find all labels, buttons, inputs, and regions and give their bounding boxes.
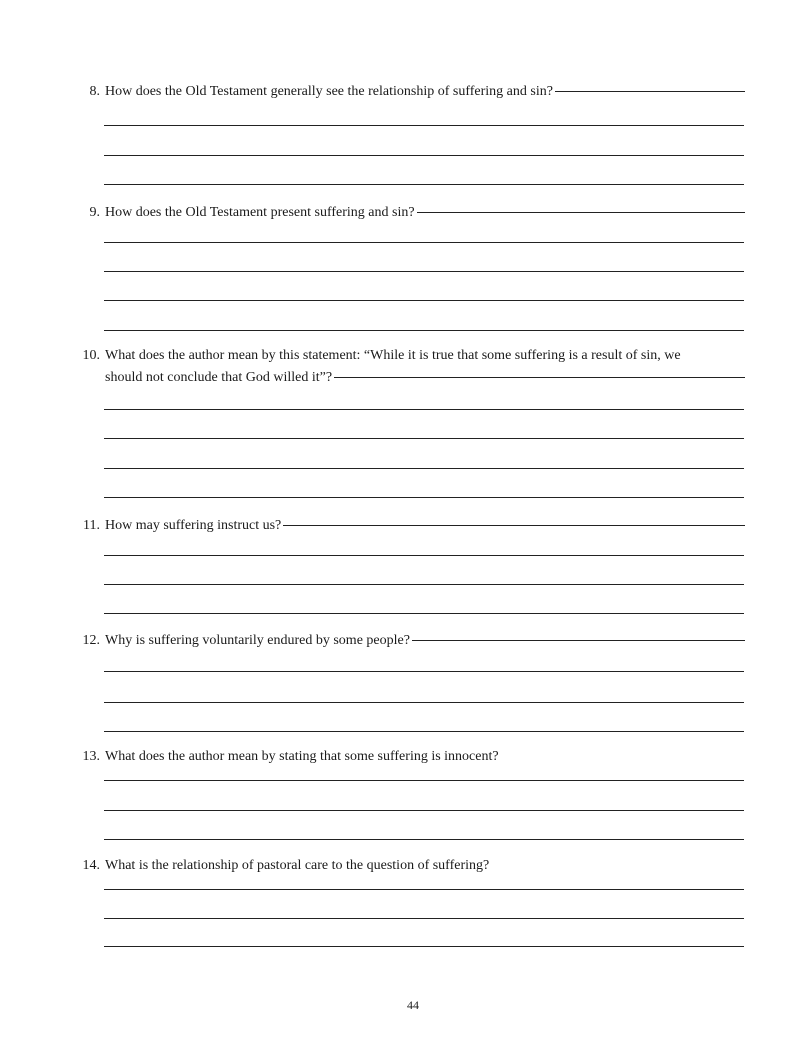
- answer-line[interactable]: [104, 946, 744, 947]
- question-number: 11.: [83, 518, 100, 533]
- answer-line[interactable]: [104, 780, 744, 781]
- answer-line[interactable]: [104, 839, 744, 840]
- answer-line[interactable]: [104, 242, 744, 243]
- answer-line[interactable]: [104, 438, 744, 439]
- answer-line[interactable]: [412, 640, 745, 641]
- answer-line[interactable]: [104, 409, 744, 410]
- question-text: What is the relationship of pastoral care to the question of suffering?: [105, 858, 490, 873]
- question-text: How does the Old Testament generally see the relationship of suffering and sin?: [105, 84, 553, 99]
- question-text-line2: should not conclude that God willed it”?: [105, 370, 333, 385]
- answer-line[interactable]: [104, 497, 744, 498]
- question-text: What does the author mean by stating that some suffering is innocent?: [105, 749, 499, 764]
- answer-line[interactable]: [334, 377, 745, 378]
- answer-line[interactable]: [104, 810, 744, 811]
- answer-line[interactable]: [104, 184, 744, 185]
- question-number: 14.: [82, 858, 100, 873]
- answer-line[interactable]: [104, 300, 744, 301]
- answer-line[interactable]: [104, 918, 744, 919]
- answer-line[interactable]: [104, 889, 744, 890]
- question-9: [70, 202, 745, 224]
- question-number: 9.: [89, 205, 100, 220]
- question-text: How may suffering instruct us?: [105, 518, 282, 533]
- question-text-line1: What does the author mean by this statement: “While it is true that some suffering is a result of sin, we: [105, 348, 681, 363]
- answer-line[interactable]: [104, 271, 744, 272]
- answer-line[interactable]: [104, 584, 744, 585]
- answer-line[interactable]: [104, 155, 744, 156]
- question-13: [70, 746, 745, 768]
- question-number: 13.: [82, 749, 100, 764]
- answer-line[interactable]: [417, 212, 745, 213]
- question-8: [70, 81, 745, 103]
- question-text: How does the Old Testament present suffering and sin?: [105, 205, 415, 220]
- question-number: 10.: [82, 348, 100, 363]
- answer-line[interactable]: [104, 702, 744, 703]
- answer-line[interactable]: [104, 125, 744, 126]
- question-number: 12.: [82, 633, 100, 648]
- question-number: 8.: [89, 84, 100, 99]
- question-text: Why is suffering voluntarily endured by some people?: [105, 633, 410, 648]
- question-11: [70, 515, 745, 537]
- answer-line[interactable]: [104, 731, 744, 732]
- answer-line[interactable]: [104, 555, 744, 556]
- answer-line[interactable]: [283, 525, 745, 526]
- answer-line[interactable]: [555, 91, 745, 92]
- question-10: [70, 345, 745, 389]
- question-12: [70, 630, 745, 652]
- answer-line[interactable]: [104, 330, 744, 331]
- answer-line[interactable]: [104, 468, 744, 469]
- answer-line[interactable]: [104, 671, 744, 672]
- question-14: [70, 855, 745, 877]
- page-number: 44: [407, 998, 419, 1012]
- answer-line[interactable]: [104, 613, 744, 614]
